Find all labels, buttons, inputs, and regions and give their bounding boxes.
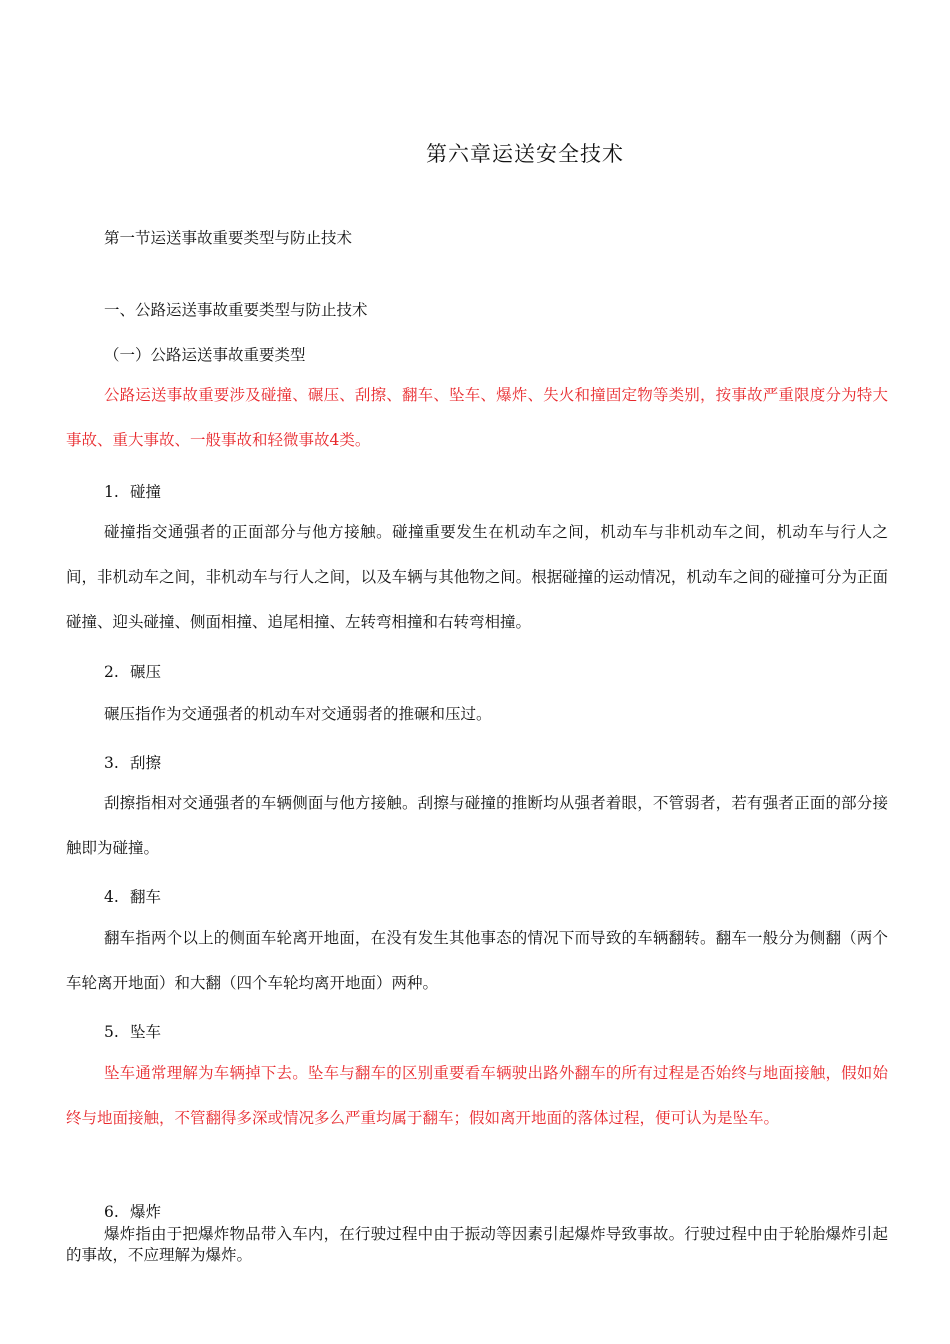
subsubsection-heading: （一）公路运送事故重要类型 — [104, 346, 306, 364]
item-title: 翻车 — [130, 888, 162, 906]
item-number: 5. — [104, 1023, 119, 1041]
item-number: 1. — [104, 483, 119, 501]
item-title: 坠车 — [130, 1023, 162, 1041]
subsection-heading: 一、公路运送事故重要类型与防止技术 — [104, 301, 368, 319]
item-title: 碰撞 — [130, 483, 162, 501]
item-title: 刮擦 — [130, 754, 162, 772]
item-number: 6. — [104, 1203, 119, 1221]
item-heading-3 — [104, 751, 161, 773]
item-paragraph-3: 刮擦指相对交通强者的车辆侧面与他方接触。刮擦与碰撞的推断均从强者着眼，不管弱者，若有强者正面的部分接触即为碰撞。 — [66, 794, 888, 857]
item-number: 2. — [104, 663, 119, 681]
section-heading: 第一节运送事故重要类型与防止技术 — [104, 229, 353, 247]
item-heading-4 — [104, 885, 161, 907]
item-heading-1 — [104, 480, 161, 502]
intro-paragraph: 公路运送事故重要涉及碰撞、碾压、刮擦、翻车、坠车、爆炸、失火和撞固定物等类别，按事故严重限度分为特大事故、重大事故、一般事故和轻微事故4类。 — [66, 386, 888, 449]
item-paragraph-4: 翻车指两个以上的侧面车轮离开地面，在没有发生其他事态的情况下而导致的车辆翻转。翻车一般分为侧翻（两个车轮离开地面）和大翻（四个车轮均离开地面）两种。 — [66, 929, 888, 992]
item-title: 爆炸 — [130, 1203, 162, 1221]
item-paragraph-5: 坠车通常理解为车辆掉下去。坠车与翻车的区别重要看车辆驶出路外翻车的所有过程是否始终与地面接触，假如始终与地面接触，不管翻得多深或情况多么严重均属于翻车；假如离开地面的落体过程，便可认为是坠车。 — [66, 1064, 888, 1127]
item-paragraph-1: 碰撞指交通强者的正面部分与他方接触。碰撞重要发生在机动车之间，机动车与非机动车之间，机动车与行人之间，非机动车之间，非机动车与行人之间，以及车辆与其他物之间。根据碰撞的运动情况，机动车之间的碰撞可分为正面碰撞、迎头碰撞、侧面相撞、追尾相撞、左转弯相撞和右转弯相撞。 — [66, 523, 888, 631]
item-paragraph-2: 碾压指作为交通强者的机动车对交通弱者的推碾和压过。 — [104, 705, 492, 723]
item-number: 4. — [104, 888, 119, 906]
item-title: 碾压 — [130, 663, 162, 681]
item-number: 3. — [104, 754, 119, 772]
chapter-title: 第六章运送安全技术 — [426, 142, 624, 166]
item-paragraph-6: 爆炸指由于把爆炸物品带入车内，在行驶过程中由于振动等因素引起爆炸导致事故。行驶过程中由于轮胎爆炸引起的事故，不应理解为爆炸。 — [66, 1225, 888, 1264]
item-heading-2 — [104, 660, 161, 682]
item-heading-5 — [104, 1020, 161, 1042]
item-heading-6 — [104, 1200, 161, 1222]
